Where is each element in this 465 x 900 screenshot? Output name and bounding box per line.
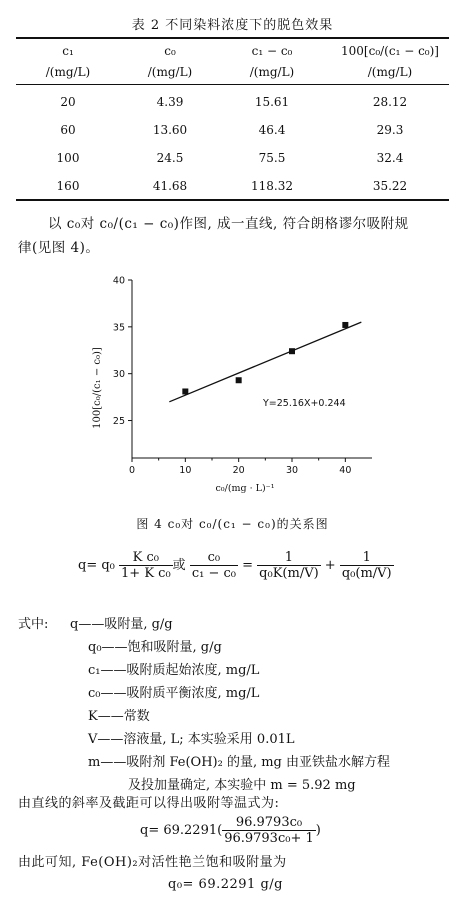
conclusion-line-1: 由直线的斜率及截距可以得出吸附等温式为: [18,796,280,811]
fraction-numerator: c₀ [190,550,238,566]
table-bottom-rule [16,199,449,201]
langmuir-equation [78,550,394,581]
table-cell: 28.12 [372,95,408,109]
table-cell: 41.68 [152,179,188,193]
table-cell: 35.22 [372,179,408,193]
definition-item: K——常数 [88,709,150,724]
definition-item: q——吸附量, g/g [70,617,173,632]
fraction-numerator: 1 [340,550,394,566]
eq-equals: = [242,558,254,573]
table-cell: 13.60 [152,123,188,137]
data-point [236,377,242,383]
y-tick-label: 40 [112,275,125,287]
table-cell: 75.5 [258,151,286,165]
y-tick-label: 25 [112,416,125,428]
x-tick-label: 10 [179,465,192,476]
table-cell: 118.32 [251,179,293,193]
header-ratio-unit: /(mg/L) [367,65,413,79]
fraction [222,815,316,846]
header-c0: c₀ [164,44,176,58]
definitions-intro: 式中: [18,617,49,632]
table-cell: 32.4 [376,151,404,165]
fraction [190,550,238,581]
scatter-chart [80,268,390,508]
table-cell: 20 [60,95,76,109]
eq-lhs: q= q₀ [78,558,115,573]
definition-item: c₁——吸附质起始浓度, mg/L [88,663,260,678]
fraction [340,550,394,581]
conclusion-line-2: 由此可知, Fe(OH)₂对活性艳兰饱和吸附量为 [18,855,287,870]
data-point [342,322,348,328]
table-cell: 160 [56,179,80,193]
y-axis-label: 100[c₀/(c₁ − c₀)] [92,347,103,429]
conclusion-line-3: q₀= 69.2291 g/g [168,877,283,892]
table-header-rule [16,84,449,85]
intro-line-2: 律(见图 4)。 [18,240,100,256]
x-axis-label: c₀/(mg · L)⁻¹ [215,483,275,494]
isotherm-rhs: ) [315,823,321,838]
eq-plus: + [324,558,336,573]
fraction-denominator: 96.9793c₀+ 1 [224,831,314,846]
fit-line [169,322,361,402]
fraction-numerator: 1 [257,550,320,566]
definition-item: V——溶液量, L; 本实验采用 0.01L [88,732,295,747]
isotherm-lhs: q= 69.2291( [140,823,223,838]
fraction [119,550,173,581]
definition-item: q₀——饱和吸附量, g/g [88,640,222,655]
header-c0-unit: /(mg/L) [147,65,193,79]
x-tick-label: 20 [232,465,245,476]
fit-equation-label: Y=25.16X+0.244 [263,398,346,409]
fraction-denominator: q₀K(m/V) [259,566,319,581]
fraction-denominator: c₁ − c₀ [191,566,236,581]
figure-caption: 图 4 c₀对 c₀/(c₁ − c₀)的关系图 [136,517,329,531]
fraction [257,550,320,581]
chart-fit [169,322,361,402]
eq-or: 或 [172,558,186,573]
header-diff-unit: /(mg/L) [249,65,295,79]
definition-item: 及投加量确定, 本实验中 m = 5.92 mg [128,778,356,793]
table-cell: 60 [60,123,76,137]
data-point [289,348,295,354]
chart-points [182,322,348,395]
header-ratio: 100[c₀/(c₁ − c₀)] [341,44,439,58]
isotherm-equation [140,815,321,846]
table-top-rule [16,37,449,39]
fraction-denominator: 1+ K c₀ [121,566,171,581]
x-tick-label: 0 [128,465,136,476]
header-c1-unit: /(mg/L) [45,65,91,79]
y-tick-label: 35 [112,322,125,334]
y-tick-label: 30 [112,369,125,381]
chart-axes [132,280,372,458]
table-caption: 表 2 不同染料浓度下的脱色效果 [131,18,334,33]
table-cell: 100 [56,151,80,165]
table-cell: 46.4 [258,123,286,137]
definition-item: m——吸附剂 Fe(OH)₂ 的量, mg 由亚铁盐水解方程 [88,755,390,770]
x-tick-label: 40 [339,465,352,476]
x-tick-label: 30 [285,465,299,476]
header-diff: c₁ − c₀ [251,44,293,58]
fraction-numerator: K c₀ [119,550,173,566]
fraction-numerator: 96.9793c₀ [222,815,316,831]
data-point [182,388,188,394]
table-cell: 4.39 [156,95,184,109]
fraction-denominator: q₀(m/V) [341,566,392,581]
table-cell: 15.61 [254,95,290,109]
definition-item: c₀——吸附质平衡浓度, mg/L [88,686,260,701]
header-c1: c₁ [62,44,74,58]
table-cell: 24.5 [156,151,184,165]
table-cell: 29.3 [376,123,404,137]
intro-line-1: 以 c₀对 c₀/(c₁ − c₀)作图, 成一直线, 符合朗格谬尔吸附规 [48,216,409,232]
